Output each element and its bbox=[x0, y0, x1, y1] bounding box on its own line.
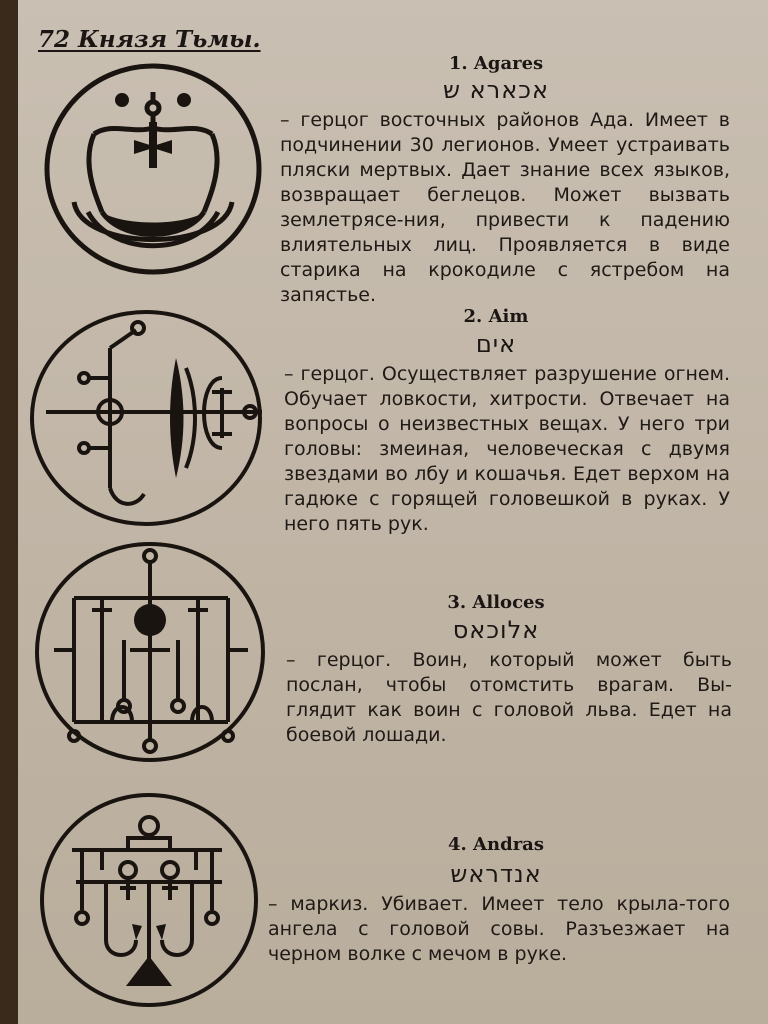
entry-title: 3. Alloces bbox=[447, 592, 545, 613]
entry-title: 2. Aim bbox=[463, 306, 529, 327]
entry-title: 1. Agares bbox=[448, 53, 544, 74]
hebrew-name: אלוכאס bbox=[452, 616, 540, 644]
agares-sigil-icon bbox=[42, 62, 264, 276]
alloces-sigil-icon bbox=[32, 540, 268, 764]
book-page bbox=[18, 0, 768, 1024]
page-header: 72 Князя Тьмы. bbox=[38, 26, 261, 53]
hebrew-name: אכארא ש bbox=[443, 76, 549, 104]
entry-title: 4. Andras bbox=[448, 834, 544, 855]
entry-description: – герцог. Воин, который может быть послан, чтобы отомстить врагам. Вы-глядит как воин с головой льва. Едет на боевой лошади. bbox=[286, 649, 732, 746]
entry-description: – герцог. Осуществляет разрушение огнем. Обучает ловкости, хитрости. Отвечает на вопросы о неизвестных вещах. У него три головы: змеиная, человеческая с двумя звездами во лбу и кошачья. Едет верхом на гадюке с горящей головешкой в руках. У него пять рук. bbox=[284, 363, 730, 535]
entry-description: – маркиз. Убивает. Имеет тело крыла-того ангела с головой совы. Разъезжает на черном волке с мечом в руке. bbox=[268, 893, 730, 965]
aim-sigil-icon bbox=[26, 308, 266, 528]
entry-description: – герцог восточных районов Ада. Имеет в подчинении 30 легионов. Умеет устраивать пляски мертвых. Дает знание всех языков, возвращает беглецов. Может вызвать землетрясе-ния, привести к падению влиятельных лиц. Проявляется в виде старика на крокодиле с ястребом на запястье. bbox=[280, 109, 730, 306]
hebrew-name: אים bbox=[475, 330, 517, 358]
hebrew-name: אנדראש bbox=[450, 860, 542, 888]
andras-sigil-icon bbox=[36, 790, 262, 1010]
